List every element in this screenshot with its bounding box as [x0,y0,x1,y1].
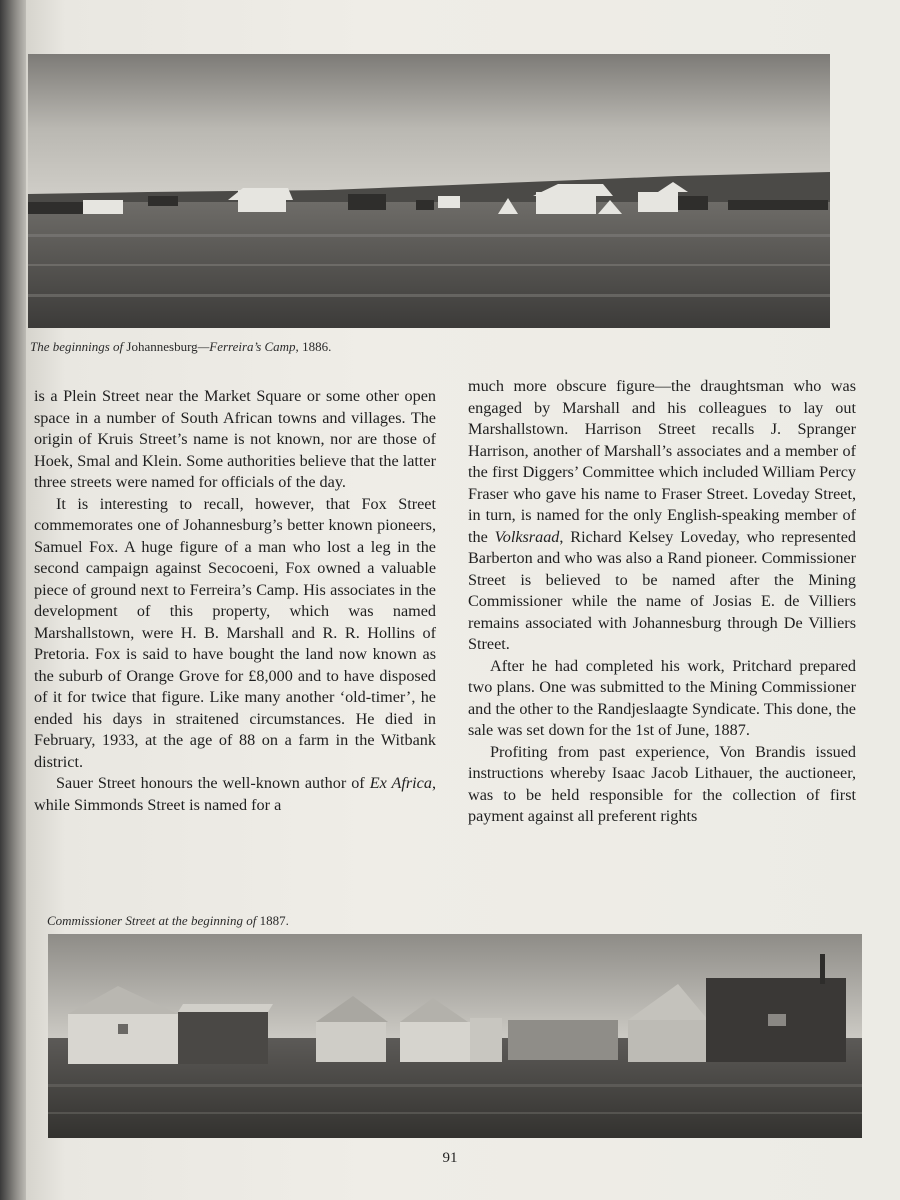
left-paragraph-3: Sauer Street honours the well-known author of Ex Africa, while Simmonds Street is named for a [34,774,436,814]
volksraad-term: Volksraad [494,527,560,546]
right-paragraph-3: Profiting from past experience, Von Brandis issued instructions whereby Isaac Jacob Lithauer, the auctioneer, was to be held responsible for the collection of first payment against all preferent rights [468,742,856,825]
caption-year: 1887. [259,913,289,928]
photo2-caption: Commissioner Street at the beginning of 1887. [47,913,289,928]
right-text-column [468,376,856,828]
photo-ferreiras-camp [28,54,830,328]
book-title: Ex Africa [369,774,432,792]
photo1-caption: The beginnings of Johannesburg—Ferreira’s Camp, 1886. [30,339,332,354]
left-paragraph-1: is a Plein Street near the Market Square or some other open space in a number of South African towns and villages. The origin of Kruis Street’s name is not known, nor are those of Hoek, Smal and Klein. Some authorities believe that the latter three streets were named for officials of the day. [34,387,436,491]
previous-page-edge [0,0,26,1200]
street-photo-illustration [48,934,862,1138]
camp-photo-illustration [28,54,830,328]
right-paragraph-2: After he had completed his work, Pritchard prepared two plans. One was submitted to the Mining Commissioner and the other to the Randjeslaagte Syndicate. This done, the sale was set down for the 1st of June, 1887. [468,656,856,739]
left-text-column [34,386,436,816]
caption-place-name: Johannesburg [126,339,198,354]
right-paragraph-1: much more obscure figure—the draughtsman who was engaged by Marshall and his colleagues to lay out Marshallstown. Harrison Street recalls J. Spranger Harrison, another of Marshall’s associates and a member of the first Diggers’ Committee which included William Percy Fraser who gave his name to Fraser Street. Loveday Street, in turn, is named for the only English-speaking member of the Volksraad, Richard Kelsey Loveday, who represented Barberton and who was also a Rand pioneer. Commissioner Street is believed to be named after the Mining Commissioner while the name of Josias E. de Villiers remains associated with Johannesburg through De Villiers Street. [468,377,857,653]
caption-year: 1886. [302,339,332,354]
photo-commissioner-street [48,934,862,1138]
left-paragraph-2: It is interesting to recall, however, that Fox Street commemorates one of Johannesburg’s better known pioneers, Samuel Fox. A huge figure of a man who lost a leg in the second campaign against Secocoeni, Fox owned a valuable piece of ground next to Ferreira’s Camp. His associates in the development of this property, which was named Marshallstown, were H. B. Marshall and R. R. Hollins of Pretoria. Fox is said to have bought the land now known as the suburb of Orange Grove for £8,000 and to have disposed of it for twice that figure. Like many another ‘old-timer’, he ended his days in straitened circumstances. He died in February, 1933, at the age of 88 on a farm in the Witbank district. [34,494,436,771]
page-number: 91 [442,1150,458,1166]
